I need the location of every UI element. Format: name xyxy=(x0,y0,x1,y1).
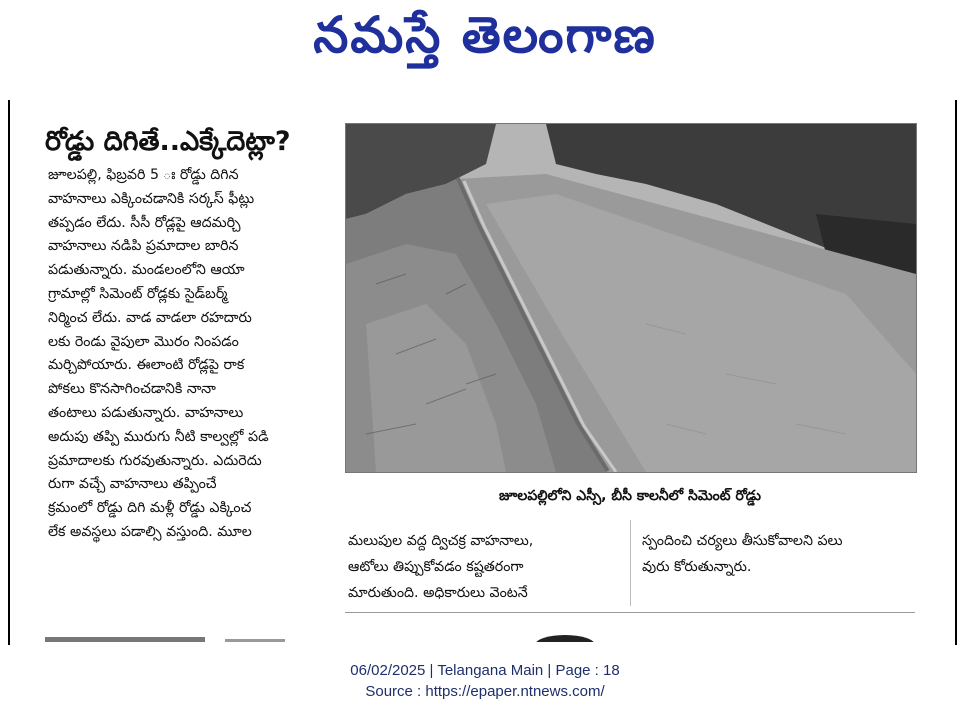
clipping-footer xyxy=(0,660,970,702)
newspaper-masthead xyxy=(0,0,970,80)
article-end-rule xyxy=(345,612,915,613)
text-line: నిర్మించ లేదు. వాడ వాడలా రహదారు xyxy=(48,309,252,326)
footer-source-link[interactable]: Source : https://epaper.ntnews.com/ xyxy=(365,683,605,700)
text-line: పోకలు కొనసాగించడానికి నానా xyxy=(48,381,216,398)
next-article-edge xyxy=(45,630,915,642)
text-line: మలుపుల వద్ద ద్విచక్ర వాహనాలు, xyxy=(348,533,534,549)
text-line: లకు రెండు వైపులా మొరం నింపడం xyxy=(48,333,239,350)
text-line: ఆటోలు తిప్పుకోవడం కష్టతరంగా xyxy=(348,559,524,575)
text-line: అదుపు తప్పి మురుగు నీటి కాల్వల్లో పడి xyxy=(48,428,269,445)
text-line: ప్రమాదాలకు గురవుతున్నారు. ఎదురెదు xyxy=(48,452,262,469)
text-line: రుగా వచ్చే వాహనాలు తప్పించే xyxy=(48,476,217,493)
text-line: వాహనాలు నడిపి ప్రమాదాల బారిన xyxy=(48,238,239,255)
text-line: పడుతున్నారు. మండలంలోని ఆయా xyxy=(48,262,245,279)
text-line: జూలపల్లి, ఫిబ్రవరి 5 ః రోడ్డు దిగిన xyxy=(48,167,239,183)
text-line: మర్చిపోయారు. ఈలాంటి రోడ్లపై రాక xyxy=(48,357,245,374)
road-photo xyxy=(345,123,917,473)
text-line: గ్రామాల్లో సిమెంట్ రోడ్లకు సైడ్‌బర్మ్ xyxy=(48,285,228,302)
article-column-1 xyxy=(48,164,320,545)
text-line: లేక అవస్థలు పడాల్సి వస్తుంది. మూల xyxy=(48,523,252,540)
text-line: క్రమంలో రోడ్డు దిగి మళ్లీ రోడ్డు ఎక్కించ xyxy=(48,500,252,517)
photo-caption: జూలపల్లిలోని ఎస్సీ, బీసీ కాలనీలో సిమెంట్ రోడ్డు xyxy=(499,488,761,504)
text-line: వురు కోరుతున్నారు. xyxy=(642,559,752,575)
text-line: వాహనాలు ఎక్కించడానికి సర్కస్ ఫీట్లు xyxy=(48,190,255,207)
masthead-title: నమస్తే తెలంగాణ xyxy=(313,6,657,64)
right-border-rule xyxy=(955,100,957,645)
article-headline: రోడ్డు దిగితే..ఎక్కేదెట్లా? xyxy=(45,126,291,157)
article-column-2 xyxy=(348,528,618,606)
left-border-rule xyxy=(8,100,10,645)
text-line: స్పందించి చర్యలు తీసుకోవాలని పలు xyxy=(642,533,843,549)
article-column-3 xyxy=(642,528,917,580)
text-line: మారుతుంది. అధికారులు వెంటనే xyxy=(348,585,528,601)
text-line: తంటాలు పడుతున్నారు. వాహనాలు xyxy=(48,404,244,421)
footer-date-page: 06/02/2025 | Telangana Main | Page : 18 xyxy=(350,662,620,679)
column-divider xyxy=(630,520,631,606)
text-line: తప్పడం లేదు. సీసీ రోడ్లపై ఆదమర్చి xyxy=(48,214,241,231)
